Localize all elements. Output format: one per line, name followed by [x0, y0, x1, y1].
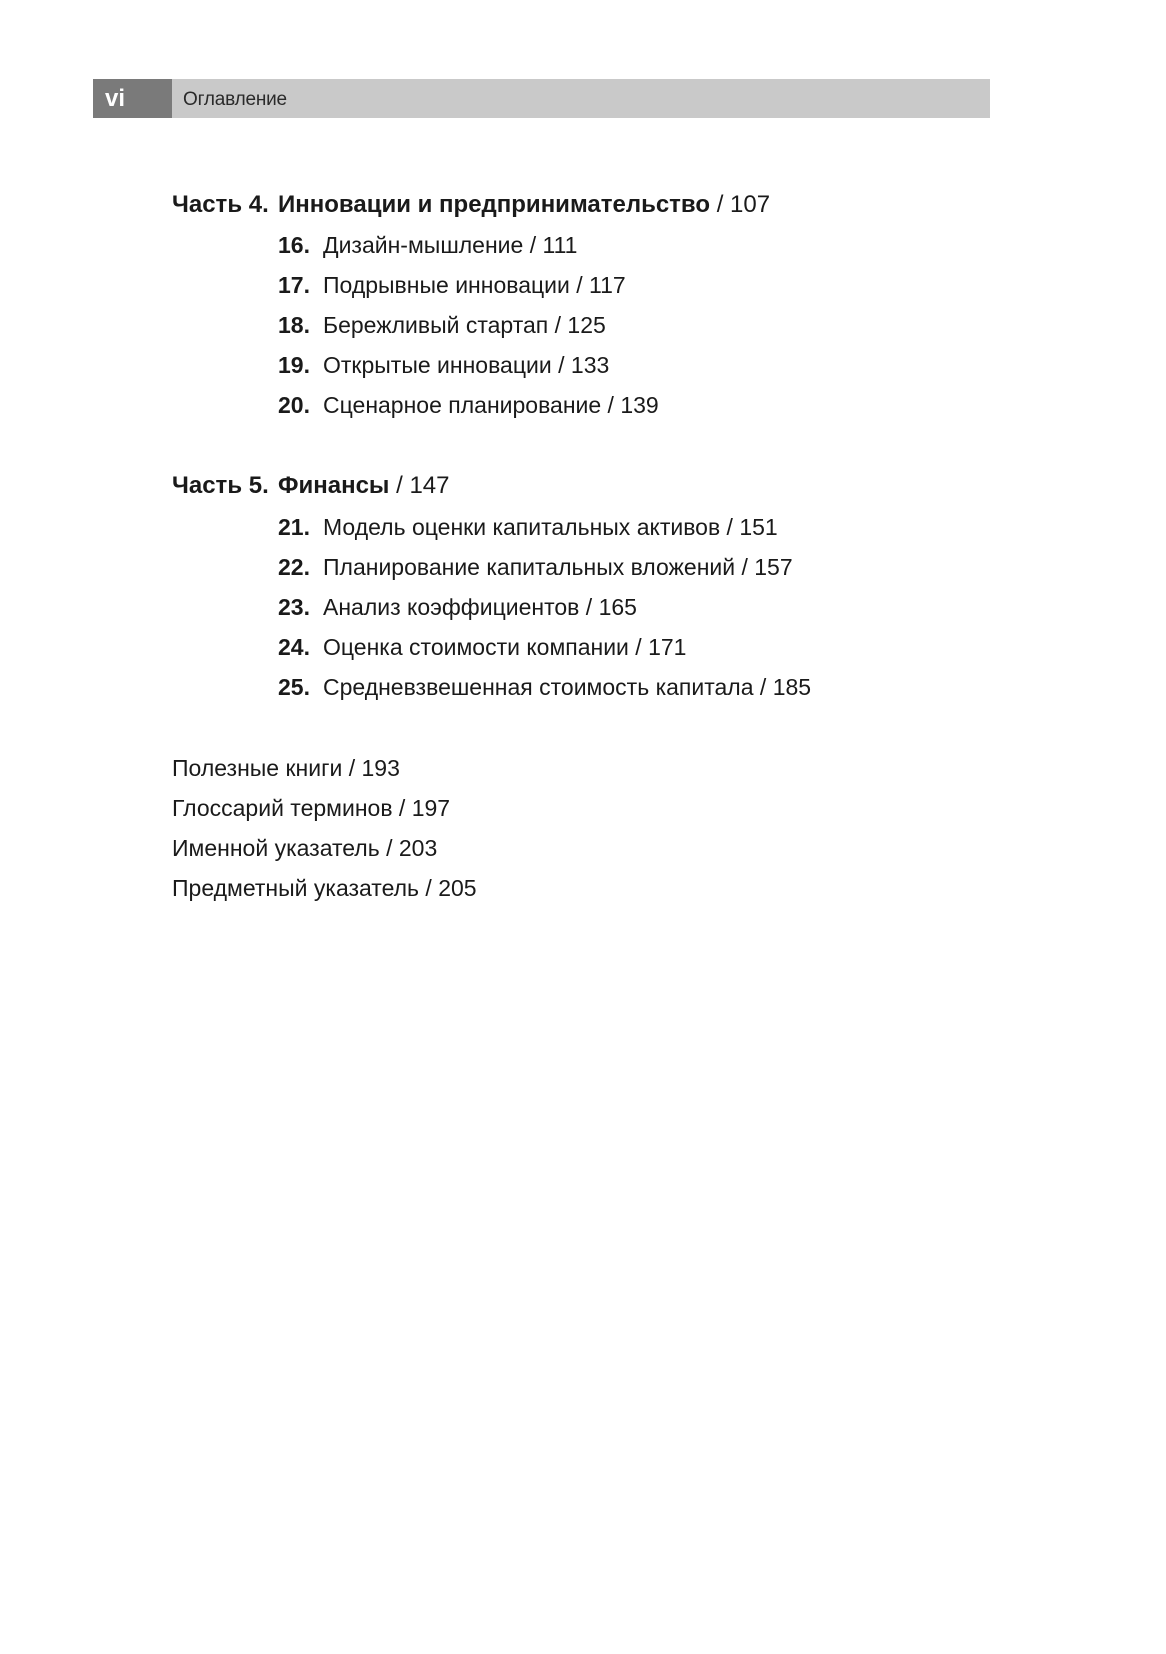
toc-chapter-18[interactable]: 18. Бережливый стартап / 125: [278, 312, 606, 338]
chapter-title: Оценка стоимости компании: [323, 634, 629, 660]
chapter-page: 139: [620, 392, 659, 418]
chapter-title: Планирование капитальных вложений: [323, 554, 736, 580]
chapter-page: 111: [542, 232, 578, 258]
chapter-title: Открытые инновации: [323, 352, 552, 378]
toc-chapter-20[interactable]: 20. Сценарное планирование / 139: [278, 392, 659, 418]
toc-chapter-21[interactable]: 21. Модель оценки капитальных активов / 151: [278, 514, 778, 540]
toc-chapter-22[interactable]: 22. Планирование капитальных вложений / 157: [278, 554, 793, 580]
chapter-page: 171: [648, 634, 687, 660]
back-page: 205: [438, 875, 477, 901]
chapter-title: Модель оценки капитальных активов: [323, 514, 721, 540]
chapter-title: Средневзвешенная стоимость капитала: [323, 674, 754, 700]
chapter-page: 125: [567, 312, 606, 338]
chapter-page: 133: [570, 352, 610, 378]
toc-chapter-25[interactable]: 25. Средневзвешенная стоимость капитала / 185: [278, 674, 812, 700]
chapter-number: 19.: [278, 352, 310, 378]
running-header-title: Оглавление: [183, 89, 287, 110]
back-title: Именной указатель: [172, 835, 380, 861]
back-page: 193: [361, 755, 400, 781]
chapter-number: 23.: [278, 594, 310, 620]
chapter-number: 20.: [278, 392, 310, 418]
chapter-title: Подрывные инновации: [323, 272, 570, 298]
page-number: vi: [93, 79, 172, 118]
chapter-page: 185: [772, 674, 812, 700]
toc-part-4[interactable]: Часть 4. Инновации и предпринимательство / 107: [172, 191, 771, 218]
back-page: 203: [398, 835, 438, 861]
toc-chapter-17[interactable]: 17. Подрывные инновации / 117: [278, 272, 626, 298]
chapter-page: 165: [598, 594, 637, 620]
toc-chapter-24[interactable]: 24. Оценка стоимости компании / 171: [278, 634, 687, 660]
part-number: Часть 5.: [172, 472, 269, 499]
toc-back-subject-index[interactable]: Предметный указатель / 205: [172, 875, 477, 901]
chapter-title: Дизайн-мышление: [323, 232, 524, 258]
chapter-page: 151: [739, 514, 778, 540]
toc-part-5[interactable]: Часть 5. Финансы / 147: [172, 472, 450, 499]
toc-chapter-19[interactable]: 19. Открытые инновации / 133: [278, 352, 610, 378]
chapter-number: 24.: [278, 634, 310, 660]
part-page: 107: [730, 191, 771, 218]
toc-back-name-index[interactable]: Именной указатель / 203: [172, 835, 438, 861]
chapter-number: 22.: [278, 554, 310, 580]
chapter-number: 21.: [278, 514, 310, 540]
chapter-number: 16.: [278, 232, 310, 258]
chapter-number: 18.: [278, 312, 310, 338]
part-page: 147: [409, 472, 450, 499]
part-number: Часть 4.: [172, 191, 269, 218]
toc-back-useful-books[interactable]: Полезные книги / 193: [172, 755, 400, 781]
toc-chapter-16[interactable]: 16. Дизайн-мышление / 111: [278, 232, 578, 258]
chapter-title: Сценарное планирование: [323, 392, 602, 418]
back-title: Предметный указатель: [172, 875, 420, 901]
chapter-number: 25.: [278, 674, 310, 700]
chapter-number: 17.: [278, 272, 310, 298]
part-title: Инновации и предпринимательство: [278, 191, 711, 218]
toc-back-glossary[interactable]: Глоссарий терминов / 197: [172, 795, 451, 821]
toc-chapter-23[interactable]: 23. Анализ коэффициентов / 165: [278, 594, 637, 620]
part-title: Финансы: [278, 472, 390, 499]
chapter-title: Анализ коэффициентов: [323, 594, 580, 620]
back-title: Полезные книги: [172, 755, 343, 781]
back-page: 197: [411, 795, 451, 821]
chapter-title: Бережливый стартап: [323, 312, 549, 338]
chapter-page: 117: [589, 272, 626, 298]
chapter-page: 157: [754, 554, 793, 580]
running-header: [93, 79, 990, 118]
back-title: Глоссарий терминов: [172, 795, 393, 821]
